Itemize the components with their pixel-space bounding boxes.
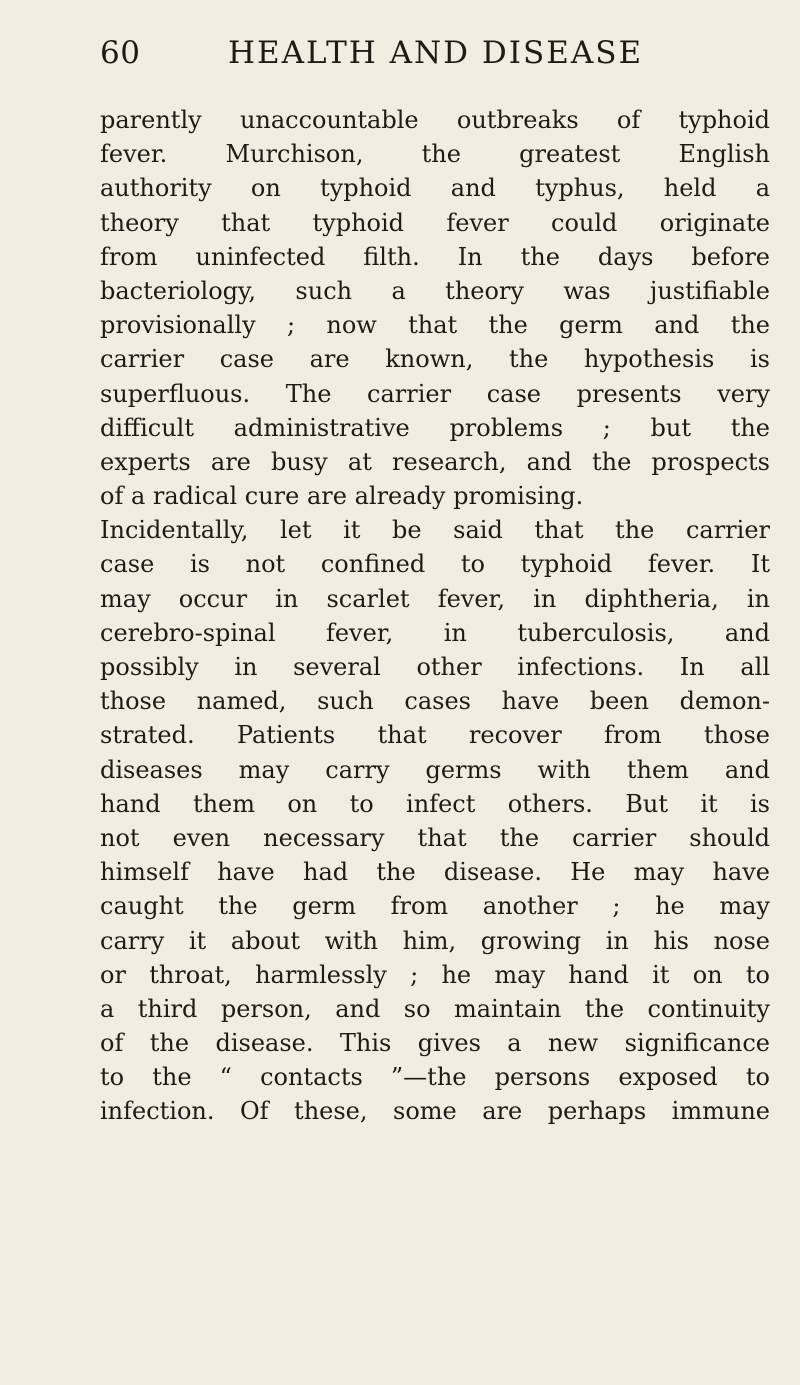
body-text	[100, 103, 770, 1129]
text-line: hand them on to infect others. But it is	[100, 789, 770, 818]
text-line: superfluous. The carrier case presents very	[100, 379, 770, 408]
text-line: diseases may carry germs with them and	[100, 755, 770, 784]
text-line: or throat, harmlessly ; he may hand it on to	[100, 960, 770, 989]
text-line: possibly in several other infections. In all	[100, 653, 770, 681]
text-line: caught the germ from another ; he may	[100, 892, 770, 921]
text-line: cerebro-spinal fever, in tuberculosis, and	[100, 618, 770, 647]
text-line: authority on typhoid and typhus, held a	[100, 174, 770, 203]
text-line: strated. Patients that recover from those	[100, 721, 770, 750]
text-line: provisionally ; now that the germ and the	[100, 311, 770, 340]
text-line: theory that typhoid fever could originate	[100, 208, 770, 237]
text-line: not even necessary that the carrier should	[100, 823, 770, 852]
paragraph-end-line: of a radical cure are already promising.	[100, 482, 584, 511]
page-number: 60	[100, 35, 141, 71]
text-line: of the disease. This gives a new significance	[100, 1029, 770, 1058]
text-line: a third person, and so maintain the continuity	[100, 994, 770, 1023]
text-line: from uninfected filth. In the days before	[100, 242, 770, 271]
text-line: himself have had the disease. He may have	[100, 858, 770, 887]
text-line: may occur in scarlet fever, in diphtheria, in	[100, 584, 770, 613]
page-header	[100, 32, 710, 74]
text-line: those named, such cases have been demon-	[100, 687, 770, 716]
running-head: HEALTH AND DISEASE	[228, 35, 644, 71]
text-line: fever. Murchison, the greatest English	[100, 140, 770, 169]
text-line: case is not confined to typhoid fever. It	[100, 550, 770, 579]
text-line: experts are busy at research, and the prospects	[100, 447, 770, 476]
text-line: carrier case are known, the hypothesis is	[100, 345, 770, 374]
text-line: parently unaccountable outbreaks of typhoid	[100, 106, 770, 134]
text-line: carry it about with him, growing in his nose	[100, 926, 770, 955]
text-line: difficult administrative problems ; but the	[100, 413, 770, 442]
text-line: bacteriology, such a theory was justifiable	[100, 276, 770, 305]
text-line: to the “ contacts ”—the persons exposed to	[100, 1063, 770, 1092]
text-line: infection. Of these, some are perhaps immune	[100, 1097, 770, 1126]
text-line: Incidentally, let it be said that the carrier	[100, 516, 770, 545]
